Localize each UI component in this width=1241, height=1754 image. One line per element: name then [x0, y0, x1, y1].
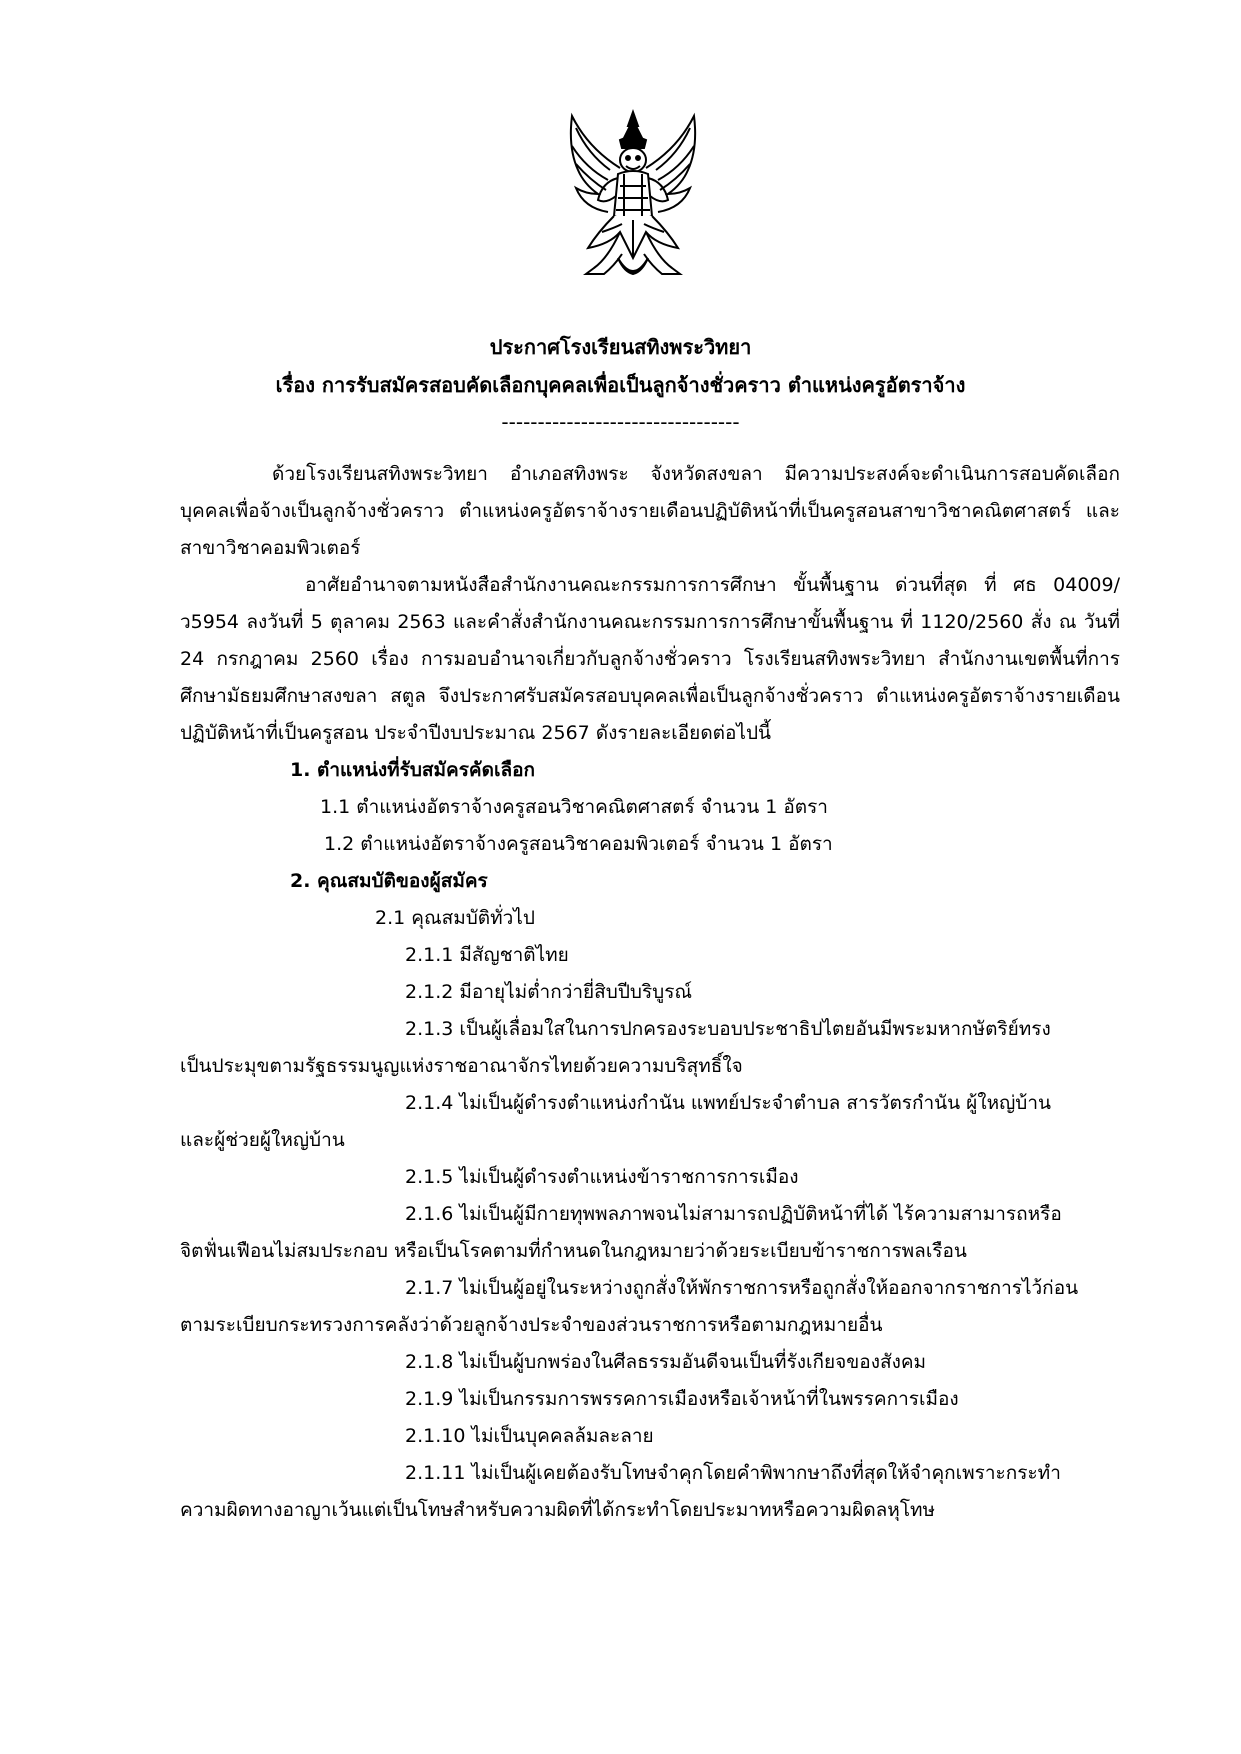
requirement-item: 2.1.5 ไม่เป็นผู้ดำรงตำแหน่งข้าราชการการเมือง [405, 1166, 799, 1188]
announcement-title: ประกาศโรงเรียนสทิงพระวิทยา [489, 335, 752, 359]
intro-paragraph-2: อาศัยอำนาจตามหนังสือสำนักงานคณะกรรมการการศึกษา ขั้นพื้นฐาน ด่วนที่สุด ที่ ศธ 04009/ว5954 ลงวันที่ 5 ตุลาคม 2563 และคำสั่งสำนักงานคณะกรรมการการศึกษาขั้นพื้นฐาน ที่ 1120/2560 สั่ง ณ วันที่ 24 กรกฎาคม 2560 เรื่อง การมอบอำนาจเกี่ยวกับลูกจ้างชั่วคราว โรงเรียนสทิงพระวิทยา สำนักงานเขตพื้นที่การศึกษามัธยมศึกษาสงขลา สตูล จึงประกาศรับสมัครสอบบุคคลเพื่อเป็นลูกจ้างชั่วคราว ตำแหน่งครูอัตราจ้างรายเดือนปฏิบัติหน้าที่เป็นครูสอน ประจำปีงบประมาณ 2567 ดังรายละเอียดต่อไปนี้ [180, 574, 1120, 744]
requirement-item [180, 1011, 1120, 1085]
requirement-item [180, 1455, 1120, 1529]
requirement-line: 2.1.11 ไม่เป็นผู้เคยต้องรับโทษจำคุกโดยคำพิพากษาถึงที่สุดให้จำคุกเพราะกระทำ [405, 1462, 1061, 1484]
garuda-emblem-icon [558, 108, 708, 290]
list-item: 1.1 ตำแหน่งอัตราจ้างครูสอนวิชาคณิตศาสตร์ จำนวน 1 อัตรา [320, 796, 828, 818]
requirement-item: 2.1.9 ไม่เป็นกรรมการพรรคการเมืองหรือเจ้าหน้าที่ในพรรคการเมือง [405, 1388, 959, 1410]
requirement-line: จิตฟั่นเฟือนไม่สมประกอบ หรือเป็นโรคตามที่กำหนดในกฎหมายว่าด้วยระเบียบข้าราชการพลเรือน [180, 1240, 967, 1262]
requirement-line: เป็นประมุขตามรัฐธรรมนูญแห่งราชอาณาจักรไทยด้วยความบริสุทธิ์ใจ [180, 1055, 743, 1077]
list-item: 1.2 ตำแหน่งอัตราจ้างครูสอนวิชาคอมพิวเตอร์ จำนวน 1 อัตรา [324, 833, 833, 855]
announcement-subject: เรื่อง การรับสมัครสอบคัดเลือกบุคคลเพื่อเป็นลูกจ้างชั่วคราว ตำแหน่งครูอัตราจ้าง [275, 373, 966, 397]
subsection-heading: 2.1 คุณสมบัติทั่วไป [375, 907, 535, 929]
requirement-item: 2.1.10 ไม่เป็นบุคคลล้มละลาย [405, 1425, 654, 1447]
requirement-line: 2.1.4 ไม่เป็นผู้ดำรงตำแหน่งกำนัน แพทย์ประจำตำบล สารวัตรกำนัน ผู้ใหญ่บ้าน [405, 1092, 1052, 1114]
requirement-line: ความผิดทางอาญาเว้นแต่เป็นโทษสำหรับความผิดที่ได้กระทำโดยประมาทหรือความผิดลหุโทษ [180, 1499, 936, 1521]
requirement-line: 2.1.6 ไม่เป็นผู้มีกายทุพพลภาพจนไม่สามารถปฏิบัติหน้าที่ได้ ไร้ความสามารถหรือ [405, 1203, 1062, 1225]
document-body [180, 456, 1120, 1529]
requirement-item: 2.1.1 มีสัญชาติไทย [405, 944, 569, 966]
requirement-line: 2.1.3 เป็นผู้เลื่อมใสในการปกครองระบอบประชาธิปไตยอันมีพระมหากษัตริย์ทรง [405, 1018, 1051, 1040]
requirement-item [180, 1085, 1120, 1159]
requirement-item [180, 1196, 1120, 1270]
title-divider: --------------------------------- [501, 410, 740, 434]
requirement-item [180, 1270, 1120, 1344]
intro-paragraph-1: ด้วยโรงเรียนสทิงพระวิทยา อำเภอสทิงพระ จังหวัดสงขลา มีความประสงค์จะดำเนินการสอบคัดเลือกบุคคลเพื่อจ้างเป็นลูกจ้างชั่วคราว ตำแหน่งครูอัตราจ้างรายเดือนปฏิบัติหน้าที่เป็นครูสอนสาขาวิชาคณิตศาสตร์ และสาขาวิชาคอมพิวเตอร์ [180, 463, 1120, 559]
requirement-line: และผู้ช่วยผู้ใหญ่บ้าน [180, 1129, 345, 1151]
requirement-line: 2.1.7 ไม่เป็นผู้อยู่ในระหว่างถูกสั่งให้พักราชการหรือถูกสั่งให้ออกจากราชการไว้ก่อน [405, 1277, 1079, 1299]
requirement-item: 2.1.8 ไม่เป็นผู้บกพร่องในศีลธรรมอันดีจนเป็นที่รังเกียจของสังคม [405, 1351, 927, 1373]
requirement-item: 2.1.2 มีอายุไม่ต่ำกว่ายี่สิบปีบริบูรณ์ [405, 981, 693, 1003]
section-2-heading: 2. คุณสมบัติของผู้สมัคร [290, 870, 488, 892]
requirement-line: ตามระเบียบกระทรวงการคลังว่าด้วยลูกจ้างประจำของส่วนราชการหรือตามกฎหมายอื่น [180, 1314, 883, 1336]
section-1-heading: 1. ตำแหน่งที่รับสมัครคัดเลือก [290, 759, 536, 781]
